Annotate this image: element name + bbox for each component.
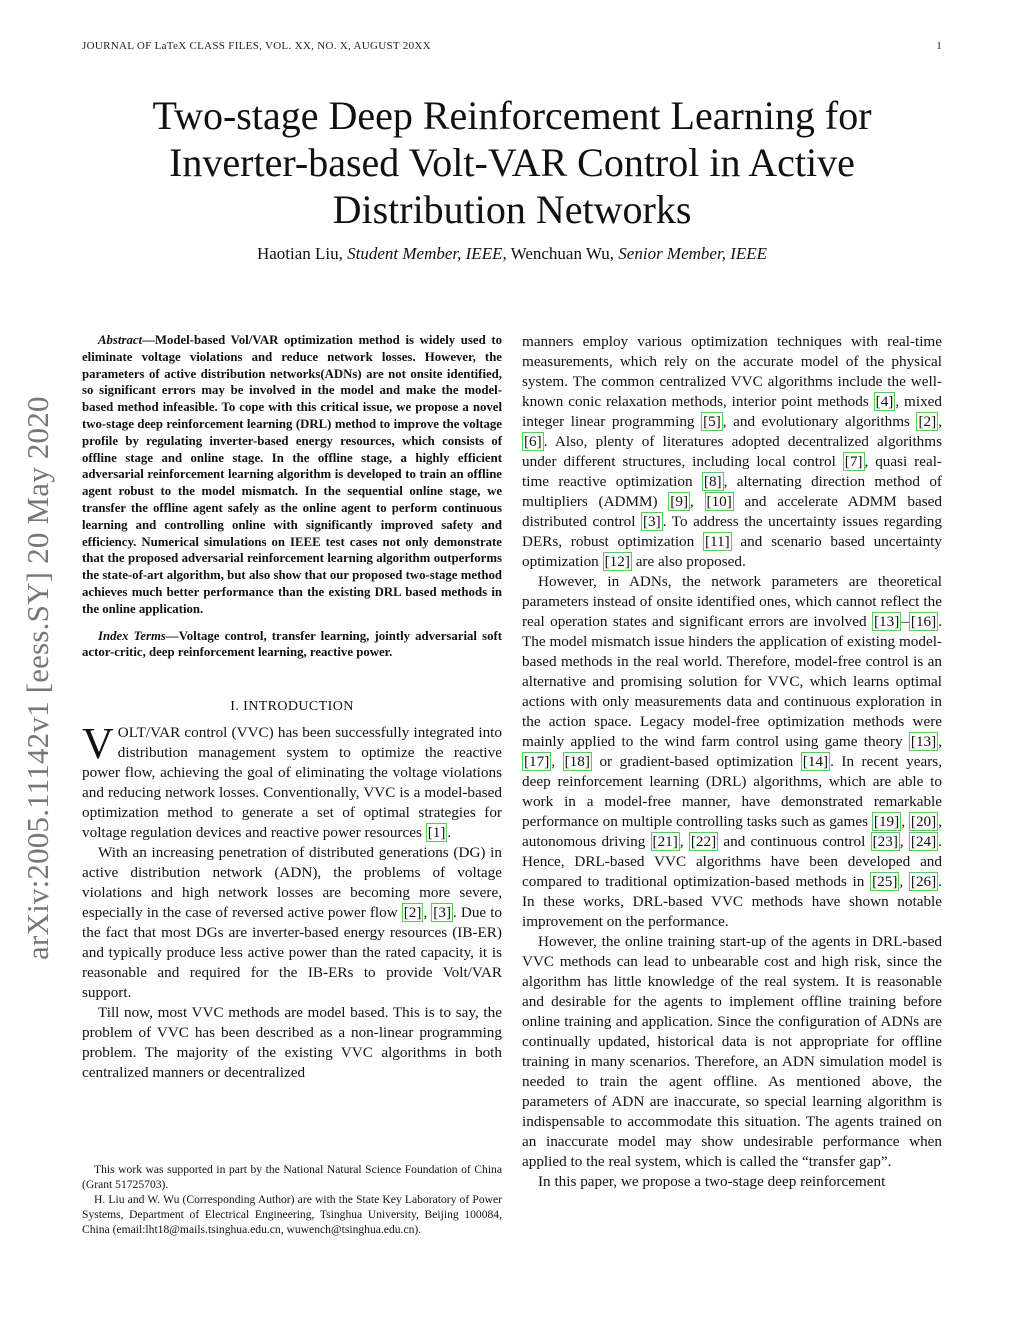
footnotes <box>82 1162 502 1237</box>
paper-title <box>100 92 924 233</box>
abstract-label: Abstract <box>98 333 143 347</box>
section-heading: I. INTRODUCTION <box>230 699 354 715</box>
citation-link[interactable]: [21] <box>652 833 678 850</box>
citation-link[interactable]: [6] <box>524 433 542 450</box>
footnote-affiliation: H. Liu and W. Wu (Corresponding Author) are with the State Key Laboratory of Power Systems, Department of Electrical Engineering, Tsinghua University, Beijing 100084, China (email:lht18@mails.tsinghua.edu.cn, wuwench@tsinghua.edu.cn). <box>82 1193 502 1236</box>
citation-link[interactable]: [10] <box>706 493 732 510</box>
citation-link[interactable]: [26] <box>910 873 937 890</box>
citation-link[interactable]: [23] <box>872 833 898 850</box>
citation-link[interactable]: [17] <box>524 753 550 770</box>
citation-link[interactable]: [20] <box>910 813 937 830</box>
citation-link[interactable]: [9] <box>670 493 689 510</box>
author-role: Senior Member, IEEE <box>618 244 768 263</box>
citation-link[interactable]: [2] <box>403 904 422 922</box>
title-line: Two-stage Deep Reinforcement Learning for <box>152 93 872 138</box>
citation-link[interactable]: [13] <box>910 733 937 750</box>
citation-link[interactable]: [25] <box>872 873 898 890</box>
citation-link[interactable]: [4] <box>875 393 894 410</box>
citation-link[interactable]: [3] <box>643 513 661 530</box>
author-name: , Wenchuan Wu, <box>502 244 615 263</box>
title-line: Distribution Networks <box>332 187 692 232</box>
drop-cap: V <box>82 719 114 769</box>
citation-link[interactable]: [13] <box>873 613 900 630</box>
right-column <box>522 332 942 1192</box>
citation-link[interactable]: [22] <box>690 833 717 850</box>
citation-link[interactable]: [11] <box>704 533 730 550</box>
citation-link[interactable]: [2] <box>918 413 937 430</box>
citation-link[interactable]: [24] <box>910 833 937 850</box>
abstract <box>82 332 502 618</box>
citation-link[interactable]: [14] <box>802 753 829 770</box>
citation-link[interactable]: [3] <box>433 904 452 922</box>
citation-link[interactable]: [5] <box>703 413 721 430</box>
page-number: 1 <box>936 40 942 52</box>
index-terms-text: —Voltage control, transfer learning, jointly adversarial soft actor-critic, deep reinforcement learning, reactive power. <box>82 628 502 660</box>
intro-paragraph: Till now, most VVC methods are model based. This is to say, the problem of VVC has been described as a non-linear programming problem. The majority of the existing VVC algorithms in both centralized manners or decentralized <box>82 1004 502 1082</box>
running-header <box>82 40 942 56</box>
footnote-funding: This work was supported in part by the National Natural Science Foundation of China (Grant 51725703). <box>82 1163 502 1191</box>
intro-paragraph: With an increasing penetration of distributed generations (DG) in active distribution network (ADN), the problems of voltage violations and high network losses are becoming more severe, especially in the case of reversed active power flow [2] , [3] . Due to the fact that most DGs are inverter-based energy resources (IB-ER) and typically produce less active power than the rated capacity, it is reasonable and required for the IB-ERs to provide Volt/VAR support. <box>82 844 503 1002</box>
body-paragraph: However, in ADNs, the network parameters are theoretical parameters instead of onsite identified ones, which cannot reflect the real operation states and significant errors are involved [13] – [16] . The model mismatch issue hinders the application of existing model-based methods in the real world. Therefore, model-free control is an alternative and promising solution for VVC, which learns optimal actions with only measurements data and continuous exploration in the action space. Legacy model-free optimization methods were mainly applied to the wind farm control using game theory [13] , [17] , [18] or gradient-based optimization [14] . In recent years, deep reinforcement learning (DRL) algorithms, which are able to work in a model-free manner, have demonstrated remarkable performance on multiple controlling tasks such as games [19] , [20] , autonomous driving [21] , [22] and continuous control [23] , [24] . Hence, DRL-based VVC algorithms have been developed and compared to traditional optimization-based methods in [25] , [26] . In these works, DRL-based VVC methods have shown notable improvement on the performance. <box>522 573 943 930</box>
journal-header: JOURNAL OF LaTeX CLASS FILES, VOL. XX, NO. X, AUGUST 20XX <box>82 40 431 52</box>
intro-paragraph: VOLT/VAR control (VVC) has been successfully integrated into distribution management system to optimize the reactive power flow, achieving the goal of eliminating the voltage violations and reducing network losses. Conventionally, VVC is a model-based optimization method to generate a set of optimal strategies for voltage regulation devices and reactive power resources [1] . <box>82 719 502 842</box>
citation-link[interactable]: [12] <box>604 553 630 570</box>
left-column <box>82 332 502 1083</box>
body-paragraph: However, the online training start-up of the agents in DRL-based VVC methods can lead to unbearable cost and high risk, since the algorithm has little knowledge of the real system. It is reasonable and desirable for the agents to implement offline training before online training and application. Since the configuration of ADNs are continually updated, historical data is not appropriate for offline training in many scenarios. Therefore, an ADN simulation model is needed to train the agent offline. As mentioned above, the parameters of ADN are inaccurate, so special learning algorithm is indispensable to accommodate this situation. The agents trained on an inaccurate model may show undesirable performance when applied to the real system, which is called the “transfer gap”. <box>522 933 942 1170</box>
citation-link[interactable]: [8] <box>703 473 722 490</box>
citation-link[interactable]: [16] <box>910 613 937 630</box>
body-paragraph: In this paper, we propose a two-stage deep reinforcement <box>538 1173 886 1190</box>
citation-link[interactable]: [19] <box>873 813 900 830</box>
index-terms-label: Index Terms <box>98 628 166 643</box>
author-line <box>100 243 924 265</box>
author-name: Haotian Liu, <box>256 244 343 263</box>
body-paragraph: manners employ various optimization techniques with real-time measurements, which rely on the accurate model of the physical system. The common centralized VVC algorithms include the well-known conic relaxation methods, interior point methods [4] , mixed integer linear programming [5] , and evolutionary algorithms [2] , [6] . Also, plenty of literatures adopted decentralized algorithms under different structures, including local control [7] , quasi real-time reactive optimization [8] , alternating direction method of multipliers (ADMM) [9] , [10] and accelerate ADMM based distributed control [3] . To address the uncertainty issues regarding DERs, robust optimization [11] and scenario based uncertainty optimization [12] are also proposed. <box>522 333 942 570</box>
abstract-text: —Model-based Vol/VAR optimization method is widely used to eliminate voltage violations and reduce network losses. However, the parameters of active distribution networks(ADNs) are not onsite identified, so significant errors may be involved in the model and make the model-based method infeasible. To cope with this critical issue, we propose a novel two-stage deep reinforcement learning (DRL) method to improve the voltage profile by regulating inverter-based energy resources, which consists of offline stage and online stage. In the offline stage, a highly efficient adversarial reinforcement learning algorithm is developed to train an offline agent robust to the model mismatch. In the sequential online stage, we transfer the offline agent safely as the online agent to perform continuous learning and controlling online with significantly improved safety and efficiency. Numerical simulations on IEEE test cases not only demonstrate that the proposed adversarial reinforcement learning algorithm outperforms the state-of-art algorithm, but also show that our proposed two-stage method achieves much better performance than the existing DRL based methods in the online application. <box>82 333 502 616</box>
index-terms <box>82 628 502 662</box>
citation-link[interactable]: [7] <box>844 453 863 470</box>
author-role: Student Member, IEEE <box>347 244 503 263</box>
arxiv-stamp: arXiv:2005.11142v1 [eess.SY] 20 May 2020 <box>20 396 55 960</box>
title-line: Inverter-based Volt-VAR Control in Active <box>169 140 855 185</box>
citation-link[interactable]: [1] <box>427 824 446 842</box>
citation-link[interactable]: [18] <box>564 753 590 770</box>
